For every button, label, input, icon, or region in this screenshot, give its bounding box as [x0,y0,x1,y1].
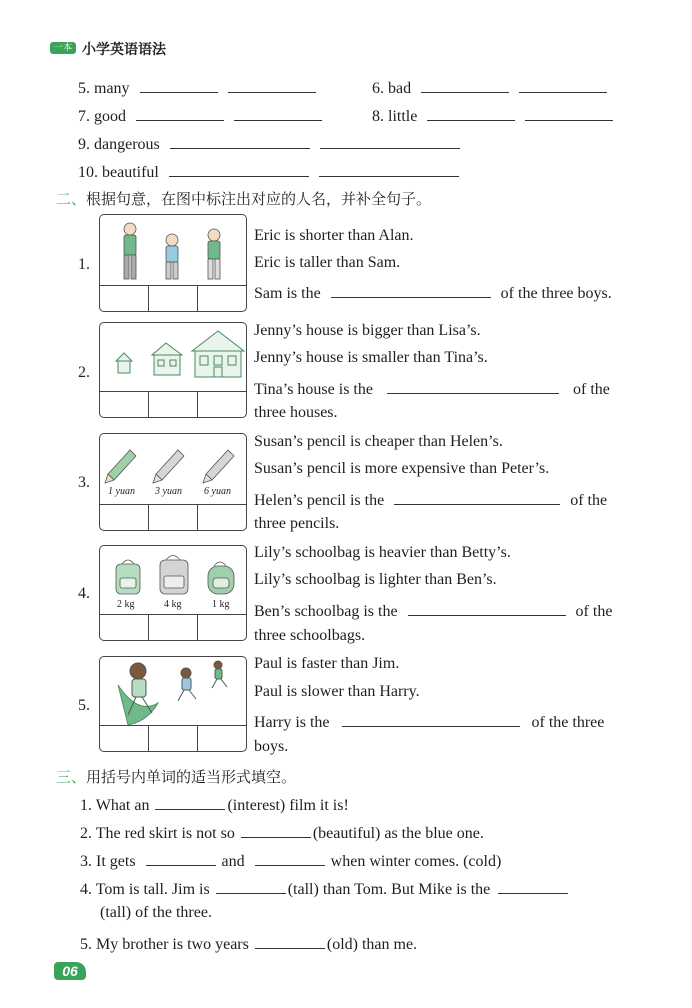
sentence: Susan’s pencil is more expensive than Peter’s. [254,460,550,477]
weight-label: 2 kg [117,599,135,610]
word-item: 7. good [78,104,322,126]
book-title: 小学英语语法 [82,42,166,58]
price-label: 6 yuan [204,486,231,497]
word-item: 6. bad [372,76,607,98]
name-cell[interactable] [198,286,246,311]
answer-blank[interactable] [331,281,491,298]
answer-blank[interactable] [146,849,216,866]
runner-icon [178,668,196,701]
fill-sentence: Tina’s house is the of the [254,377,610,399]
pencil-icon [203,450,234,483]
answer-blank[interactable] [387,377,559,394]
sentence: three houses. [254,404,338,421]
picture-frame-runners [99,656,247,752]
picture-frame-houses [99,322,247,418]
item-number: 2. [78,364,90,381]
answer-blank[interactable] [255,932,325,949]
schoolbag-icon [208,562,234,594]
section-heading: 三、用括号内单词的适当形式填空。 [56,768,297,786]
pencil-icon [153,450,184,483]
sentence: Jenny’s house is smaller than Tina’s. [254,349,488,366]
weight-label: 4 kg [164,599,182,610]
pencil-icon [105,450,136,483]
sentence: Eric is taller than Sam. [254,254,401,271]
fill-question: 1. What an (interest) film it is! [80,793,349,815]
sentence: Jenny’s house is bigger than Lisa’s. [254,322,481,339]
answer-blank[interactable] [394,488,560,505]
fill-sentence: Ben’s schoolbag is the of the [254,599,612,621]
word-item: 10. beautiful [78,160,459,182]
name-cell[interactable] [149,615,198,640]
fill-sentence: Harry is the of the three [254,710,604,732]
name-cell[interactable] [100,286,149,311]
schoolbag-icon [116,560,140,594]
item-number: 5. [78,697,90,714]
section-heading: 二、根据句意，在图中标注出对应的人名，并补全句子。 [56,190,432,208]
picture-frame-boys [99,214,247,312]
sentence: Paul is faster than Jim. [254,655,400,672]
houses-illustration [100,323,246,391]
sentence: three pencils. [254,515,340,532]
item-number: 1. [78,256,90,273]
page-number: 06 [54,962,86,980]
sentence: Lily’s schoolbag is lighter than Ben’s. [254,571,497,588]
answer-blank[interactable] [241,821,311,838]
brand-badge: 一本 [50,42,76,54]
name-cell[interactable] [100,615,149,640]
weight-label: 1 kg [212,599,230,610]
fill-question: 4. Tom is tall. Jim is (tall) than Tom. But Mike is the [80,877,568,899]
fill-question: 3. It gets and when winter comes. (cold) [80,849,501,871]
sentence: Susan’s pencil is cheaper than Helen’s. [254,433,503,450]
answer-blank[interactable] [155,793,225,810]
boy-icon [124,223,136,279]
word-item: 5. many [78,76,316,98]
schoolbag-icon [160,556,188,595]
sentence: Lily’s schoolbag is heavier than Betty’s. [254,544,511,561]
item-number: 3. [78,474,90,491]
fill-question: 5. My brother is two years (old) than me. [80,932,417,954]
runners-illustration [100,657,246,725]
picture-frame-schoolbags [99,545,247,641]
sentence: boys. [254,738,289,755]
name-cell[interactable] [198,392,246,417]
name-cell[interactable] [198,615,246,640]
sentence: Eric is shorter than Alan. [254,227,414,244]
fill-question-continued: (tall) of the three. [100,904,212,921]
name-cell[interactable] [149,505,198,530]
house-icon [192,331,244,377]
name-cell[interactable] [198,726,246,751]
name-cell[interactable] [198,505,246,530]
answer-blank[interactable] [255,849,325,866]
price-label: 1 yuan [108,486,135,497]
sentence: Paul is slower than Harry. [254,683,420,700]
answer-blank[interactable] [216,877,286,894]
name-cell[interactable] [149,726,198,751]
name-cell[interactable] [100,726,149,751]
boy-icon [166,234,178,279]
boy-icon [208,229,220,279]
house-icon [152,343,182,375]
name-cell[interactable] [100,392,149,417]
item-number: 4. [78,585,90,602]
house-icon [116,353,132,373]
fill-question: 2. The red skirt is not so (beautiful) as the blue one. [80,821,484,843]
picture-frame-pencils [99,433,247,531]
fill-sentence: Helen’s pencil is the of the [254,488,607,510]
name-cell[interactable] [149,286,198,311]
fill-sentence: Sam is the of the three boys. [254,281,612,303]
word-item: 8. little [372,104,613,126]
name-cell[interactable] [100,505,149,530]
sentence: three schoolbags. [254,627,366,644]
price-label: 3 yuan [155,486,182,497]
answer-blank[interactable] [408,599,566,616]
runner-icon [212,661,227,688]
name-cell[interactable] [149,392,198,417]
boys-illustration [100,215,246,285]
answer-blank[interactable] [342,710,520,727]
word-item: 9. dangerous [78,132,460,154]
answer-blank[interactable] [498,877,568,894]
